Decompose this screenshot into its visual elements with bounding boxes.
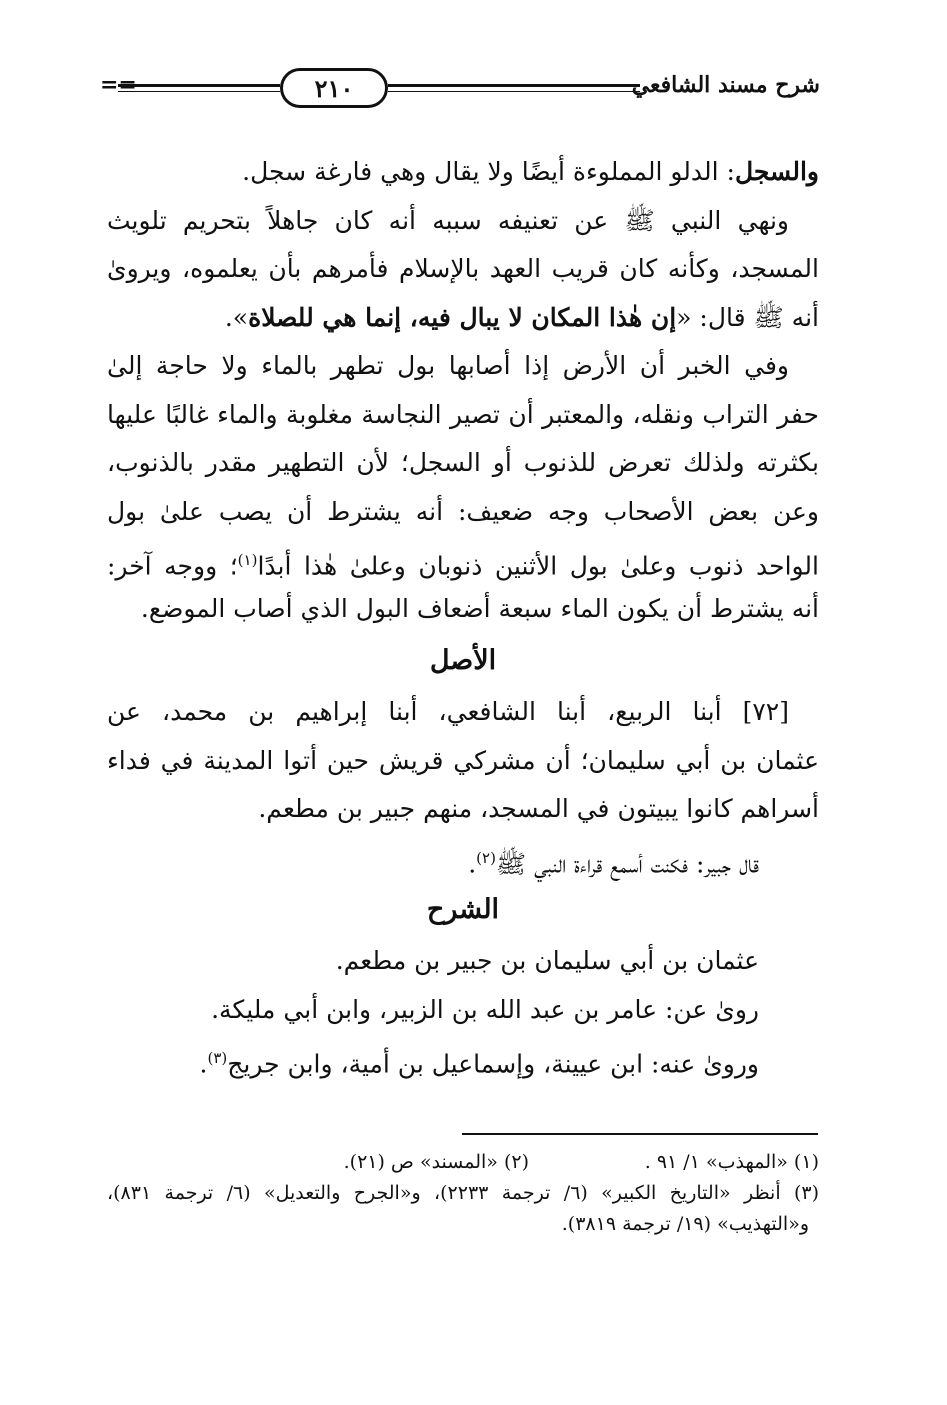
running-title: شرح مسند الشافعي: [631, 72, 820, 98]
header-rule-left-thin: [118, 91, 280, 92]
title-marker: ==: [100, 72, 137, 98]
footnote-3: (٣) أنظر «التاريخ الكبير» (٦/ ترجمة ٢٢٣٣)، و«الجرح والتعديل» (٦/ ترجمة ٨٣١)،: [107, 1182, 820, 1204]
paragraph-line: بكثرته ولذلك تعرض للذنوب أو السجل؛ لأن التطهير مقدر بالذنوب،: [107, 448, 819, 477]
footnote-separator: [462, 1133, 818, 1135]
header-rule-right-thin: [388, 91, 640, 92]
header-rule-right: [388, 84, 640, 87]
header-rule-left: [118, 84, 280, 87]
footnote-row: [107, 1147, 819, 1178]
page-header: [100, 68, 820, 114]
hadith-line: عثمان بن أبي سليمان؛ أن مشركي قريش حين أتوا المدينة في فداء: [107, 745, 819, 775]
paragraph-sijl: والسجل: الدلو المملوءة أيضًا ولا يقال وهي فارغة سجل.: [242, 157, 819, 186]
footnotes: [107, 1147, 819, 1240]
footnote-ref-1: (١): [237, 551, 258, 569]
paragraph-line: ونهي النبي ﷺ عن تعنيفه سببه أنه كان جاهلاً بتحريم تلويث: [107, 205, 789, 235]
paragraph-line: وفي الخبر أن الأرض إذا أصابها بول تطهر بالماء ولا حاجة إلىٰ: [107, 351, 789, 380]
hadith-line: أسراهم كانوا يبيتون في المسجد، منهم جبير بن مطعم.: [258, 794, 819, 823]
paragraph-line: الواحد ذنوب وعلىٰ بول الأثنين ذنوبان وعلىٰ هٰذا أبدًا$^{(١)}$؛ ووجه آخر:: [107, 551, 819, 581]
section-heading-sharh: الشرح: [426, 894, 500, 925]
hadith-line: قال جبير: فكنت أسمع قراءة النبي ﷺ$^{(٢)}$.: [468, 848, 759, 878]
paragraph-line: أنه ﷺ قال: «إن هٰذا المكان لا يبال فيه، إنما هي للصلاة».: [224, 302, 819, 332]
footnote-3-continued: و«التهذيب» (١٩/ ترجمة ٣٨١٩).: [561, 1213, 809, 1235]
paragraph-line: المسجد، وكأنه كان قريب العهد بالإسلام فأمرهم بأن يعلموه، ويروىٰ: [107, 254, 819, 283]
paragraph-line: وعن بعض الأصحاب وجه ضعيف: أنه يشترط أن يصب علىٰ بول: [107, 496, 819, 526]
commentary-line: عثمان بن أبي سليمان بن جبير بن مطعم.: [335, 946, 759, 975]
footnote-ref-3: (٣): [207, 1049, 228, 1067]
commentary-line: روىٰ عن: عامر بن عبد الله بن الزبير، وابن أبي مليكة.: [211, 994, 759, 1024]
paragraph-line: أنه يشترط أن يكون الماء سبعة أضعاف البول الذي أصاب الموضع.: [140, 593, 819, 623]
commentary-line: وروىٰ عنه: ابن عيينة، وإسماعيل بن أمية، وابن جريج$^{(٣)}$.: [199, 1049, 759, 1079]
hadith-line: [٧٢] أبنا الربيع، أبنا الشافعي، أبنا إبراهيم بن محمد، عن: [107, 697, 789, 726]
paragraph-line: حفر التراب ونقله، والمعتبر أن تصير النجاسة مغلوبة والماء غالبًا عليها: [107, 399, 819, 429]
page-number: ٢١٠: [280, 68, 388, 108]
footnote-ref-2: (٢): [476, 848, 496, 867]
footnote-1: (١) «المهذب» ١/ ٩١ .: [644, 1151, 819, 1173]
hadith-quote: إن هٰذا المكان لا يبال فيه، إنما هي للصلاة: [248, 302, 677, 332]
section-heading-asl: الأصل: [429, 645, 497, 676]
main-text: [107, 148, 819, 1083]
term-sijl: والسجل: [734, 157, 819, 186]
footnote-2: (٢) «المسند» ص (٢١).: [343, 1151, 529, 1173]
